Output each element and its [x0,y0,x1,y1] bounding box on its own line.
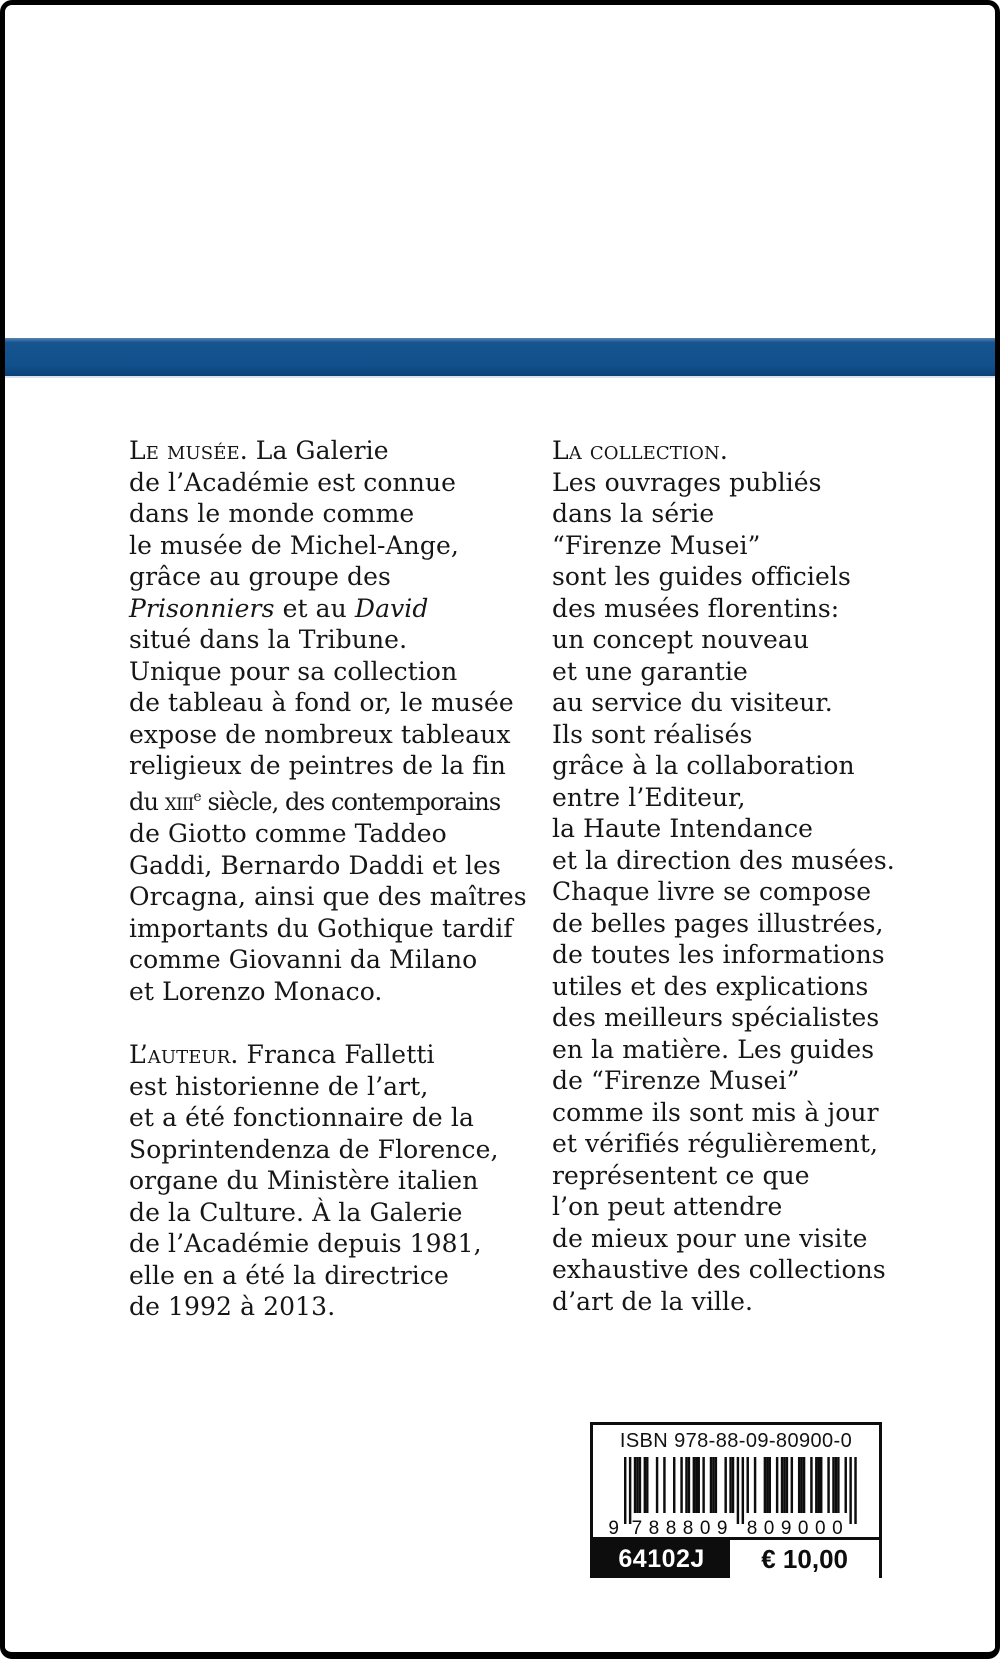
text-line: de “Firenze Musei” [552,1066,800,1095]
text-line: situé dans la Tribune. [129,625,408,654]
text-line: comme Giovanni da Milano [129,945,478,974]
text-line: de toutes les informations [552,940,885,969]
text-line: Ils sont réalisés [552,719,753,749]
text-line: d’art de la ville. [552,1286,754,1316]
text-line: et vérifiés régulièrement, [552,1129,879,1158]
ean13-barcode [593,1457,879,1537]
text-line: grâce au groupe des [129,562,391,591]
text-line: religieux de peintres de la fin [129,751,506,780]
text-line: Prisonniers et au David [129,593,429,623]
text-line: un concept nouveau [552,625,810,654]
left-column [129,435,534,1323]
text-line: “Firenze Musei” [552,530,761,560]
text-line: de 1992 à 2013. [129,1292,336,1321]
text-line: expose de nombreux tableaux [129,719,511,749]
svg-text:788809: 788809 [631,1518,734,1537]
isbn-box [590,1422,882,1578]
text-line: dans le monde comme [129,499,415,528]
text-line: Orcagna, ainsi que des maîtres [129,882,527,911]
text-line: dans la série [552,499,715,528]
text-line: de Giotto comme Taddeo [129,819,447,848]
text-line: et a été fonctionnaire de la [129,1103,474,1132]
text-line: de la Culture. À la Galerie [129,1197,463,1227]
svg-text:809000: 809000 [746,1518,849,1537]
blue-stripe [5,338,995,378]
text-line: Chaque livre se compose [552,877,872,906]
text-line: importants du Gothique tardif [129,913,513,943]
paragraph [129,1039,534,1323]
text-line: organe du Ministère italien [129,1166,479,1195]
text-line: L’auteur. Franca Falletti [129,1040,435,1069]
text-line: de l’Académie depuis 1981, [129,1229,482,1258]
text-line: de l’Académie est connue [129,467,457,497]
text-line: Les ouvrages publiés [552,467,822,497]
text-line: est historienne de l’art, [129,1071,429,1101]
text-line: La collection. [552,436,728,465]
text-line: utiles et des explications [552,971,869,1001]
text-line: sont les guides officiels [552,562,851,591]
text-line: en la matière. Les guides [552,1034,875,1064]
text-line: et une garantie [552,656,748,686]
text-line: Le musée. La Galerie [129,436,389,465]
text-line: l’on peut attendre [552,1192,783,1221]
text-line: Gaddi, Bernardo Daddi et les [129,850,501,880]
text-line: entre l’Editeur, [552,782,746,812]
text-line: de belles pages illustrées, [552,908,884,938]
text-line: et Lorenzo Monaco. [129,976,383,1006]
text-line: comme ils sont mis à jour [552,1097,879,1127]
text-line: le musée de Michel-Ange, [129,530,459,560]
isbn-label: ISBN 978-88-09-80900-0 [619,1430,853,1452]
paragraph [552,435,957,1317]
text-line: de mieux pour une visite [552,1223,868,1253]
paragraph [129,435,534,1007]
svg-text:9: 9 [608,1518,619,1537]
right-column [552,435,957,1317]
text-line: et la direction des musées. [552,845,895,875]
text-line: du xiii$^e$ siècle, des contemporains [129,787,501,816]
text-line: des meilleurs spécialistes [552,1003,880,1032]
price: € 10,00 [730,1540,879,1578]
edition-code: 64102J [593,1540,730,1578]
text-line: elle en a été la directrice [129,1260,449,1290]
text-line: au service du visiteur. [552,688,833,717]
text-line: représentent ce que [552,1160,810,1190]
text-line: grâce à la collaboration [552,751,855,780]
text-line: des musées florentins: [552,593,840,623]
price-row [593,1537,879,1578]
text-line: la Haute Intendance [552,814,814,843]
text-line: Unique pour sa collection [129,656,458,686]
text-line: Soprintendenza de Florence, [129,1134,499,1164]
text-line: de tableau à fond or, le musée [129,688,514,717]
text-line: exhaustive des collections [552,1255,886,1284]
